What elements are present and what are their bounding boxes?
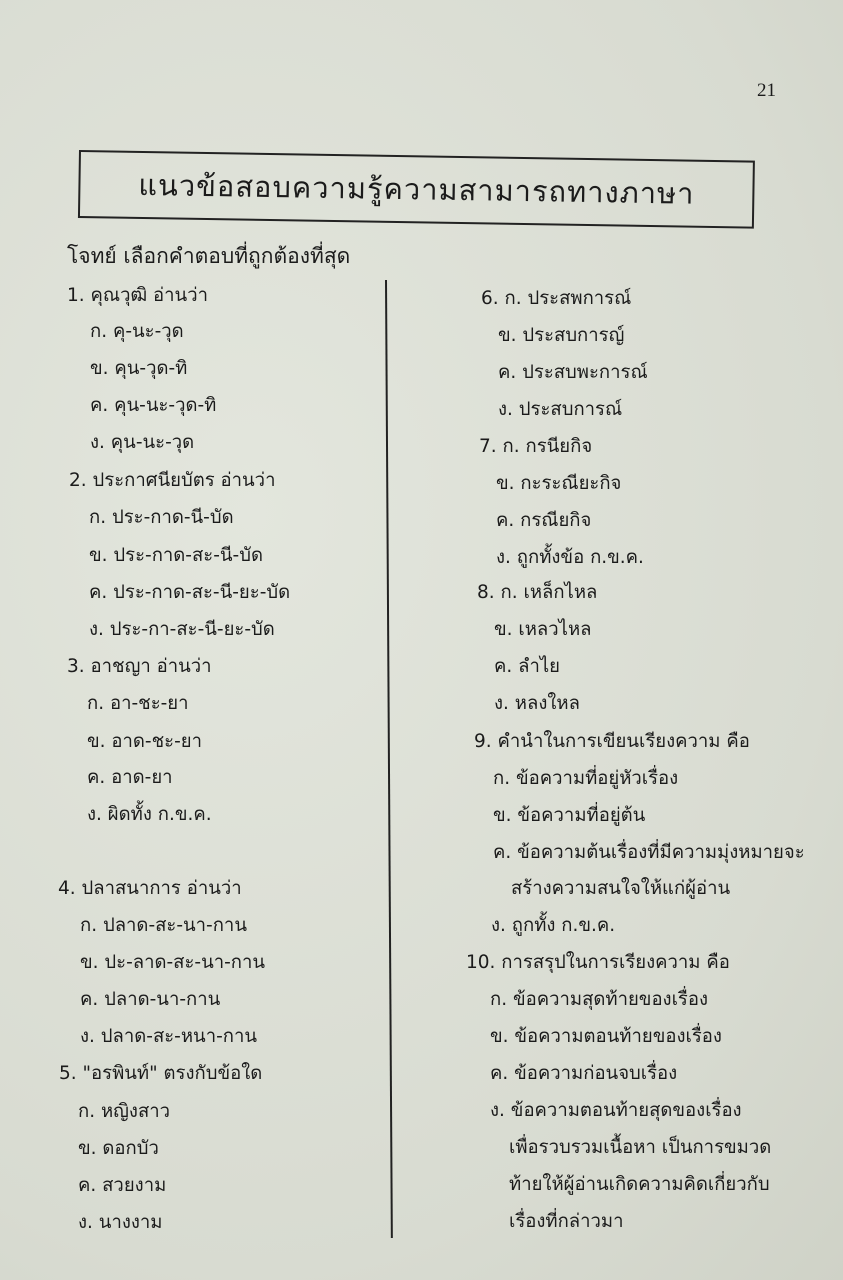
q6-option-b: ข. ประสบการญ์	[498, 325, 625, 346]
q10-stem: 10. การสรุปในการเรียงความ คือ	[466, 952, 730, 973]
q3-option-b: ข. อาด-ชะ-ยา	[87, 731, 202, 752]
q9-option-b: ข. ข้อความที่อยู่ต้น	[493, 805, 646, 826]
q2-option-a: ก. ประ-กาด-นี-บัด	[89, 507, 234, 528]
q9-option-c: ค. ข้อความต้นเรื่องที่มีความมุ่งหมายจะ	[493, 842, 805, 863]
q2-option-c: ค. ประ-กาด-สะ-นี-ยะ-บัด	[89, 582, 291, 603]
q5-option-c: ค. สวยงาม	[78, 1175, 167, 1196]
q10-option-a: ก. ข้อความสุดท้ายของเรื่อง	[490, 989, 708, 1010]
q8-option-c: ค. ลำไย	[494, 656, 561, 677]
q3-option-d: ง. ผิดทั้ง ก.ข.ค.	[87, 804, 212, 825]
q10-option-d-cont-3: เรื่องที่กล่าวมา	[509, 1211, 624, 1232]
q3-option-c: ค. อาด-ยา	[87, 767, 173, 788]
q5-stem: 5. "อรพินท์" ตรงกับข้อใด	[59, 1063, 263, 1084]
q8-option-a: 8. ก. เหล็กไหล	[477, 582, 598, 603]
q1-option-b: ข. คุน-วุด-ทิ	[90, 358, 188, 379]
q1-option-c: ค. คุน-นะ-วุด-ทิ	[90, 395, 217, 416]
q5-option-b: ข. ดอกบัว	[78, 1138, 159, 1159]
q10-option-b: ข. ข้อความตอนท้ายของเรื่อง	[490, 1026, 722, 1047]
q4-option-d: ง. ปลาด-สะ-หนา-กาน	[80, 1026, 257, 1047]
title-box	[78, 150, 755, 229]
q5-option-d: ง. นางงาม	[78, 1212, 163, 1233]
q3-stem: 3. อาชญา อ่านว่า	[67, 656, 212, 677]
q3-option-a: ก. อา-ชะ-ยา	[87, 693, 189, 714]
q4-option-a: ก. ปลาด-สะ-นา-กาน	[80, 915, 247, 936]
q6-option-c: ค. ประสบพะการณ์	[498, 362, 648, 383]
q2-option-d: ง. ประ-กา-สะ-นี-ยะ-บัด	[89, 619, 275, 640]
q7-option-d: ง. ถูกทั้งข้อ ก.ข.ค.	[496, 547, 644, 568]
q9-option-c-cont: สร้างความสนใจให้แก่ผู้อ่าน	[511, 878, 731, 899]
q6-option-a: 6. ก. ประสพการณ์	[481, 288, 632, 309]
page-number: 21	[757, 80, 776, 101]
q1-stem: 1. คุณวุฒิ อ่านว่า	[67, 285, 208, 306]
q10-option-c: ค. ข้อความก่อนจบเรื่อง	[490, 1063, 678, 1084]
q9-option-d: ง. ถูกทั้ง ก.ข.ค.	[491, 915, 616, 936]
q4-option-b: ข. ปะ-ลาด-สะ-นา-กาน	[80, 952, 266, 973]
q7-option-b: ข. กะระณียะกิจ	[496, 473, 622, 494]
q6-option-d: ง. ประสบการณ์	[498, 399, 623, 420]
q9-option-a: ก. ข้อความที่อยู่หัวเรื่อง	[493, 768, 679, 789]
q1-option-d: ง. คุน-นะ-วุด	[90, 432, 195, 453]
q10-option-d: ง. ข้อความตอนท้ายสุดของเรื่อง	[490, 1100, 742, 1121]
q8-option-d: ง. หลงใหล	[494, 693, 580, 714]
q1-option-a: ก. คุ-นะ-วุด	[90, 321, 184, 342]
q10-option-d-cont-1: เพื่อรวบรวมเนื้อหา เป็นการขมวด	[509, 1137, 772, 1158]
q9-stem: 9. คำนำในการเขียนเรียงความ คือ	[474, 731, 750, 752]
q7-option-a: 7. ก. กรนียกิจ	[479, 436, 593, 457]
q2-option-b: ข. ประ-กาด-สะ-นี-บัด	[89, 545, 263, 566]
q2-stem: 2. ประกาศนียบัตร อ่านว่า	[69, 470, 276, 491]
q4-stem: 4. ปลาสนาการ อ่านว่า	[58, 878, 242, 899]
q4-option-c: ค. ปลาด-นา-กาน	[80, 989, 221, 1010]
q5-option-a: ก. หญิงสาว	[78, 1101, 171, 1122]
q7-option-c: ค. กรณียกิจ	[496, 510, 592, 531]
column-divider	[385, 280, 393, 1238]
q10-option-d-cont-2: ท้ายให้ผู้อ่านเกิดความคิดเกี่ยวกับ	[509, 1174, 770, 1195]
instruction: โจทย์ เลือกคำตอบที่ถูกต้องที่สุด	[67, 244, 351, 268]
q8-option-b: ข. เหลวไหล	[494, 619, 592, 640]
page-title: แนวข้อสอบความรู้ความสามารถทางภาษา	[138, 167, 695, 211]
